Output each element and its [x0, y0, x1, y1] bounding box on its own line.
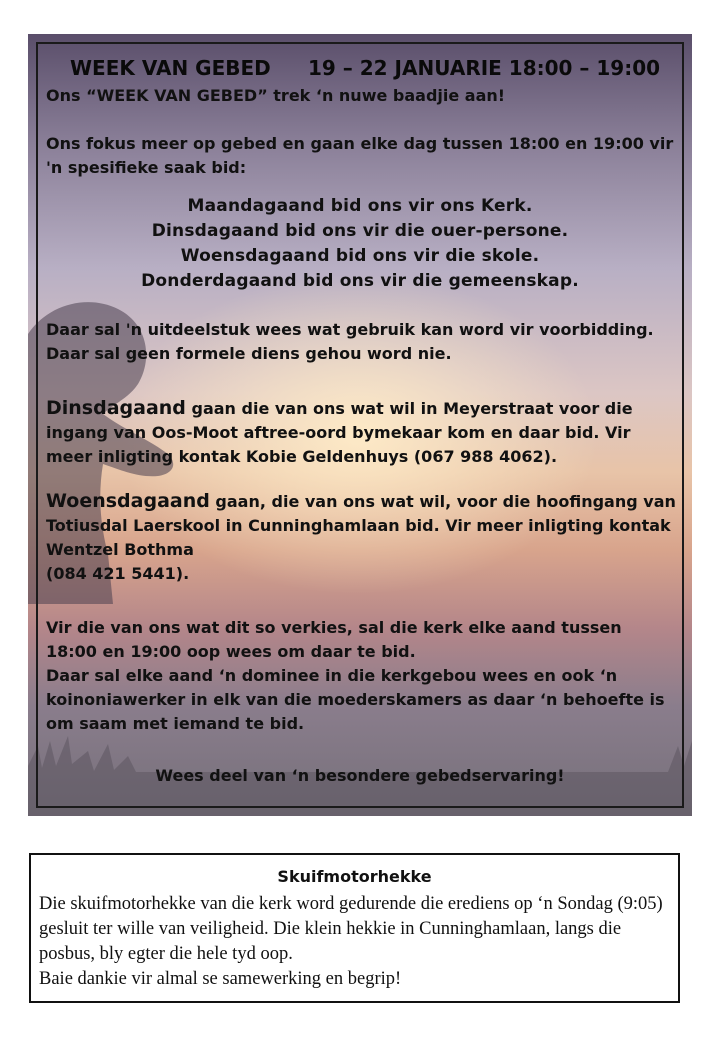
tuesday-lead: Dinsdagaand [46, 397, 186, 419]
church-paragraph [46, 616, 676, 736]
handout-line: Daar sal 'n uitdeelstuk wees wat gebruik kan word vir voorbidding. [46, 320, 654, 339]
prayer-week-poster [28, 34, 692, 816]
prayer-day: Dinsdagaand bid ons vir die ouer-persone. [151, 221, 569, 241]
tuesday-text: gaan die van ons wat wil in Meyerstraat voor die ingang van Oos-Moot aftree-oord bymekaar kom en daar bid. Vir meer inligting kontak Kobie Geldenhuys (067 988 4062). [46, 399, 633, 466]
gate-notice-box [29, 853, 680, 1003]
church-open-line: Vir die van ons wat dit so verkies, sal die kerk elke aand tussen 18:00 en 19:00 oop wees om daar te bid. [46, 618, 622, 661]
prayer-day: Maandagaand bid ons vir ons Kerk. [187, 196, 533, 216]
tuesday-paragraph [46, 396, 676, 469]
closing-line: Wees deel van ‘n besondere gebedservaring! [155, 766, 565, 785]
church-minister-line: Daar sal elke aand ‘n dominee in die kerkgebou wees en ook ‘n koinoniawerker in elk van die moederskamers as daar ‘n behoefte is om saam met iemand te bid. [46, 666, 665, 733]
poster-dates: 19 – 22 JANUARIE 18:00 – 19:00 [308, 56, 661, 80]
notice-text: Die skuifmotorhekke van die kerk word gedurende die erediens op ‘n Sondag (9:05) gesluit ter wille van veiligheid. Die klein hekkie in Cunninghamlaan, langs die posbus, bly egter die hele tyd oop. [39, 894, 663, 964]
prayer-days-list [28, 194, 692, 294]
notice-body [39, 892, 675, 992]
handout-paragraph [46, 318, 676, 366]
prayer-day: Woensdagaand bid ons vir die skole. [180, 246, 540, 266]
wednesday-lead: Woensdagaand [46, 490, 210, 512]
focus-paragraph: Ons fokus meer op gebed en gaan elke dag tussen 18:00 en 19:00 vir 'n spesifieke saak bid: [46, 134, 674, 177]
wednesday-text: gaan, die van ons wat wil, voor die hoofingang van Totiusdal Laerskool in Cunninghamlaan bid. Vir meer inligting kontak Wentzel Bothma [46, 492, 676, 559]
notice-title: Skuifmotorhekke [277, 867, 432, 886]
wednesday-paragraph [46, 489, 676, 586]
intro-line: Ons “WEEK VAN GEBED” trek ‘n nuwe baadjie aan! [46, 86, 506, 105]
prayer-day: Donderdagaand bid ons vir die gemeenskap. [141, 271, 579, 291]
poster-heading: WEEK VAN GEBED [70, 56, 271, 80]
wednesday-phone: (084 421 5441). [46, 564, 190, 583]
service-line: Daar sal geen formele diens gehou word nie. [46, 344, 452, 363]
notice-thanks: Baie dankie vir almal se samewerking en begrip! [39, 969, 402, 989]
